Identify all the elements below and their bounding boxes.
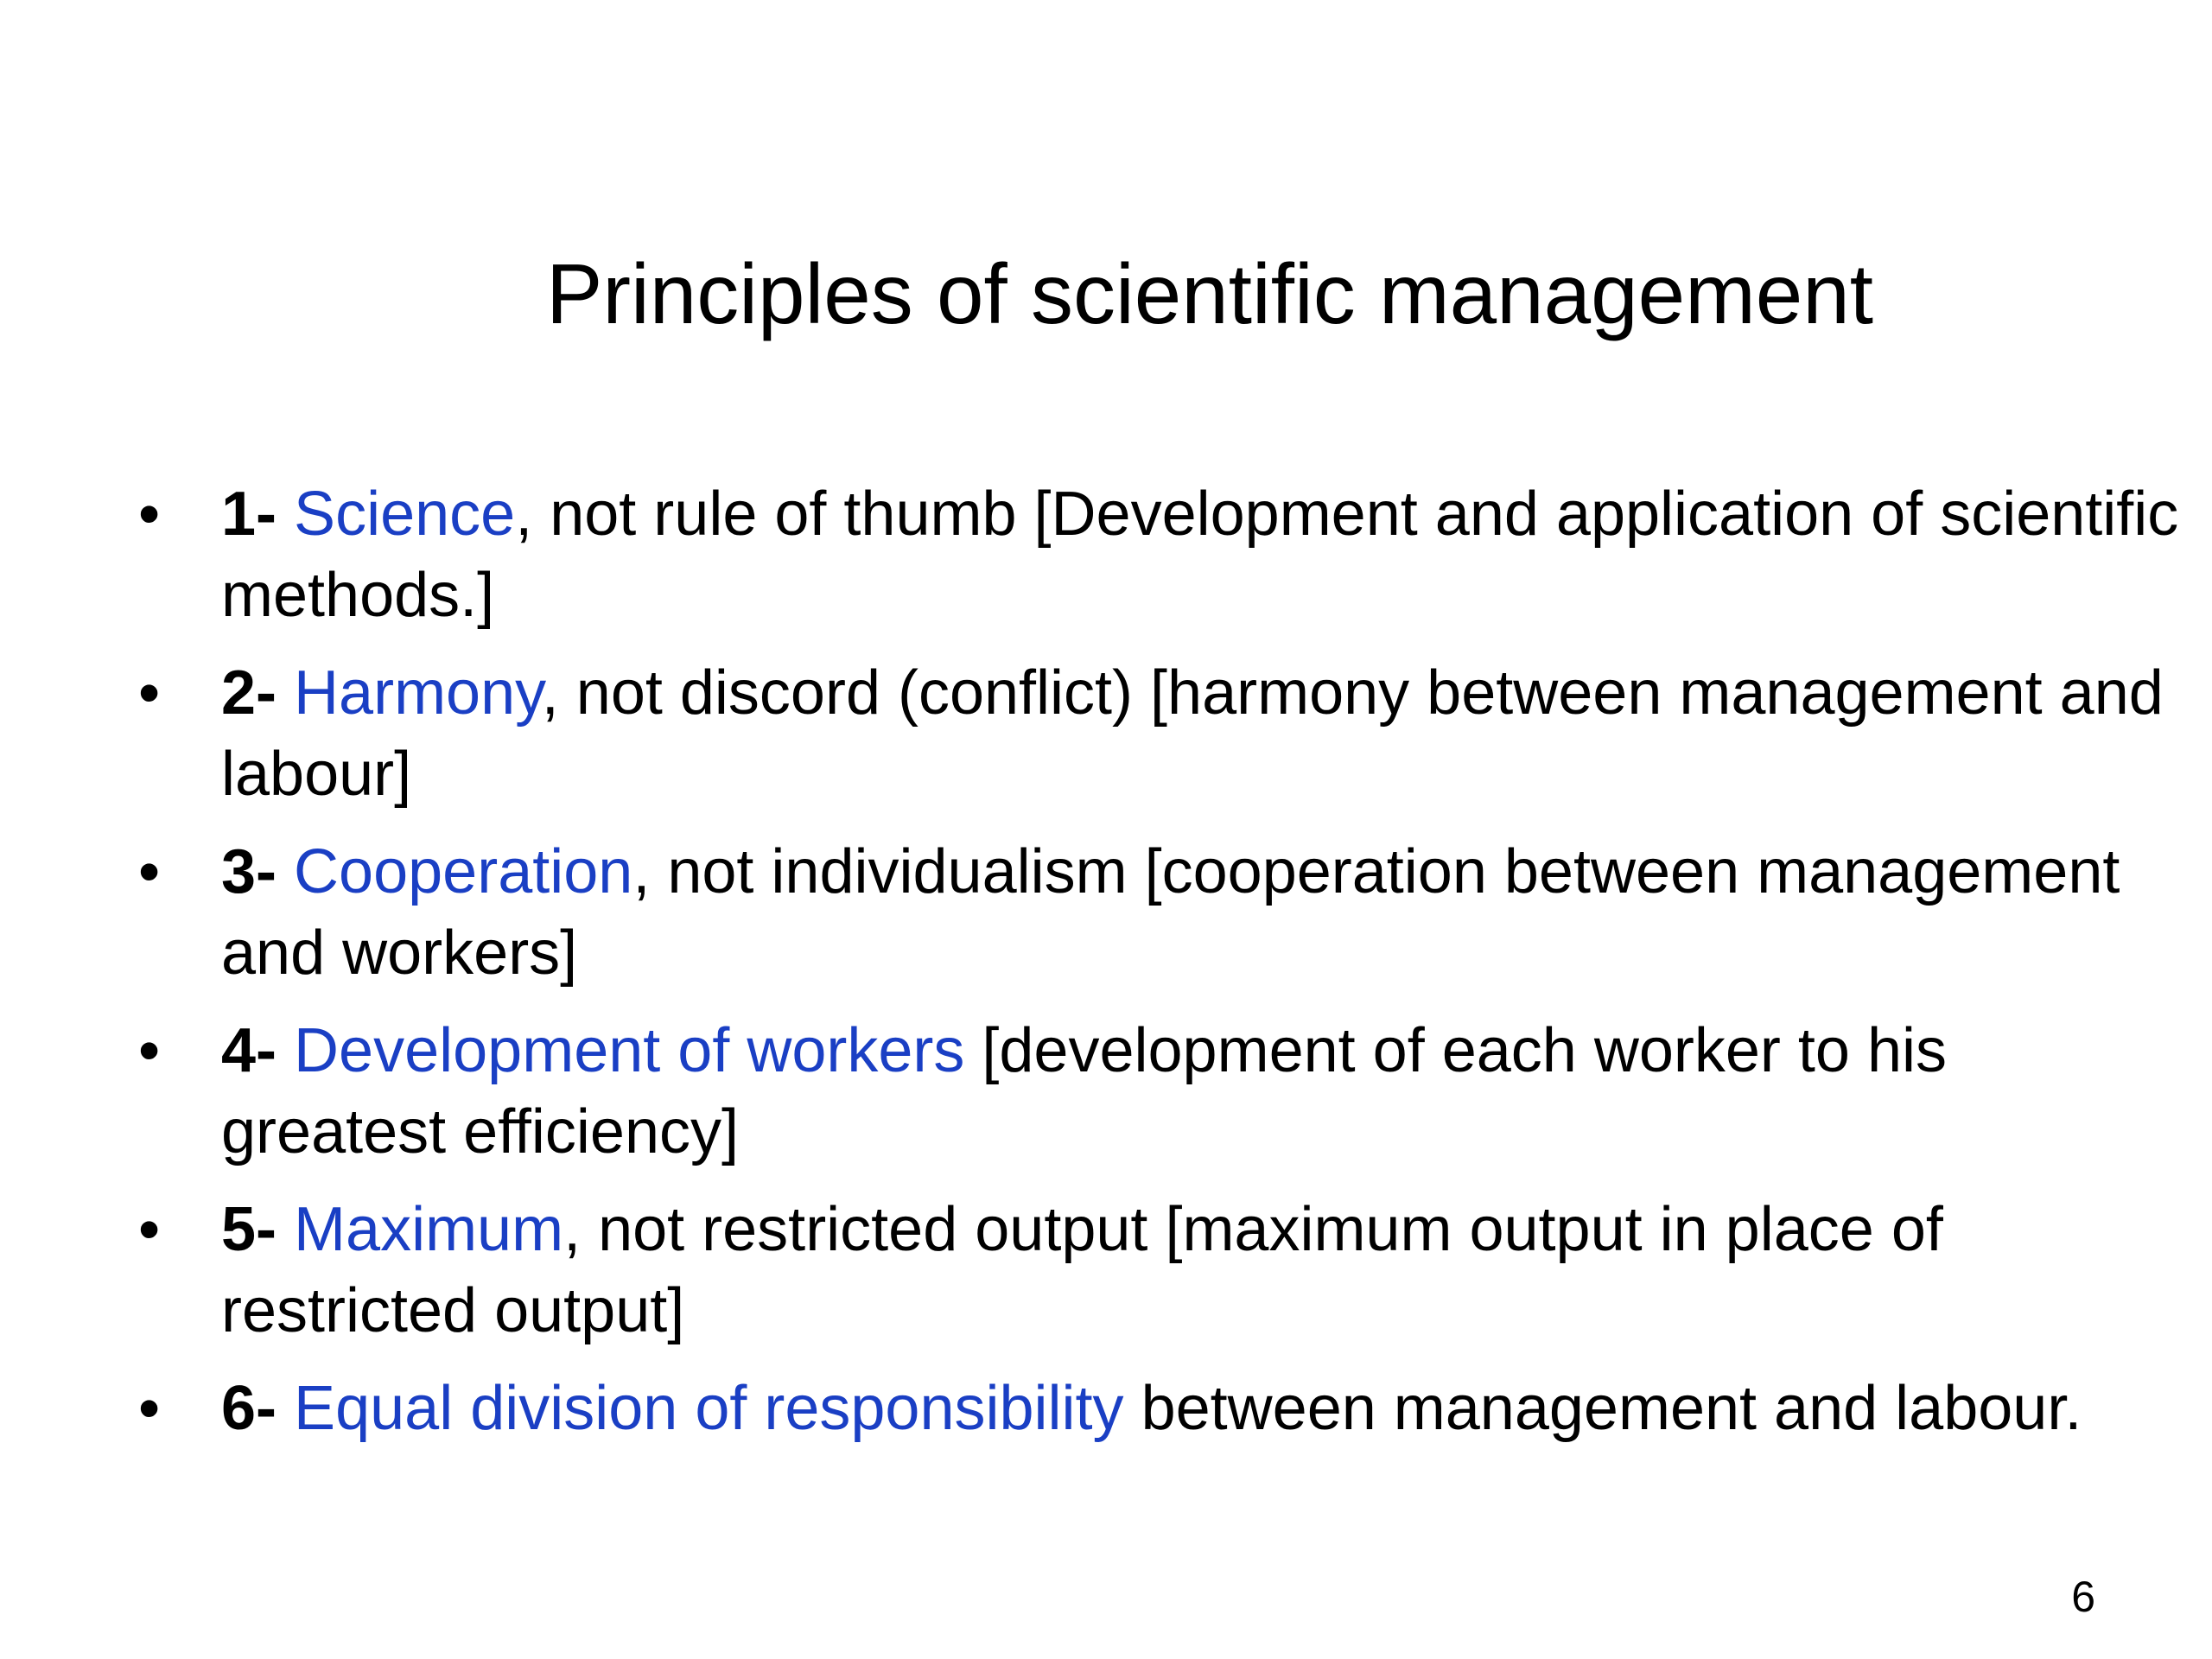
bullet-key-term: Cooperation: [294, 837, 633, 906]
bullet-number: 6-: [221, 1374, 277, 1443]
bullet-text: , not rule of thumb [Development and application of scientific methods.]: [221, 480, 2179, 630]
bullet-item-2: [128, 652, 2184, 815]
bullet-icon: •: [138, 480, 161, 549]
bullet-key-term: Harmony: [294, 658, 542, 728]
bullet-key-term: Equal division of responsibility: [294, 1374, 1124, 1443]
bullet-item-6: [128, 1368, 2184, 1449]
bullet-text: , not individualism [cooperation between management and workers]: [221, 837, 2120, 988]
bullet-icon: •: [138, 1374, 161, 1443]
bullet-number: 4-: [221, 1016, 277, 1085]
bullet-key-term: Development of workers: [294, 1016, 965, 1085]
slide-title: Principles of scientific management: [545, 246, 1874, 341]
bullet-text: , not discord (conflict) [harmony between management and labour]: [221, 658, 2164, 809]
bullet-number: 3-: [221, 837, 277, 906]
bullet-item-3: [128, 831, 2184, 994]
bullet-icon: •: [138, 658, 161, 728]
bullet-key-term: Science: [294, 480, 516, 549]
bullet-text: between management and labour.: [1123, 1374, 2082, 1443]
bullet-icon: •: [138, 837, 161, 906]
page-number: 6: [2071, 1573, 2095, 1621]
bullet-number: 2-: [221, 658, 277, 728]
bullet-text: , not restricted output [maximum output in place of restricted output]: [221, 1195, 1943, 1345]
bullet-icon: •: [138, 1016, 161, 1085]
bullet-list: [128, 474, 2184, 1465]
bullet-number: 1-: [221, 480, 277, 549]
bullet-item-1: [128, 474, 2184, 636]
bullet-item-4: [128, 1010, 2184, 1173]
bullet-item-5: [128, 1189, 2184, 1351]
bullet-number: 5-: [221, 1195, 277, 1264]
bullet-text: [development of each worker to his greatest efficiency]: [221, 1016, 1947, 1166]
bullet-icon: •: [138, 1195, 161, 1264]
bullet-key-term: Maximum: [294, 1195, 564, 1264]
